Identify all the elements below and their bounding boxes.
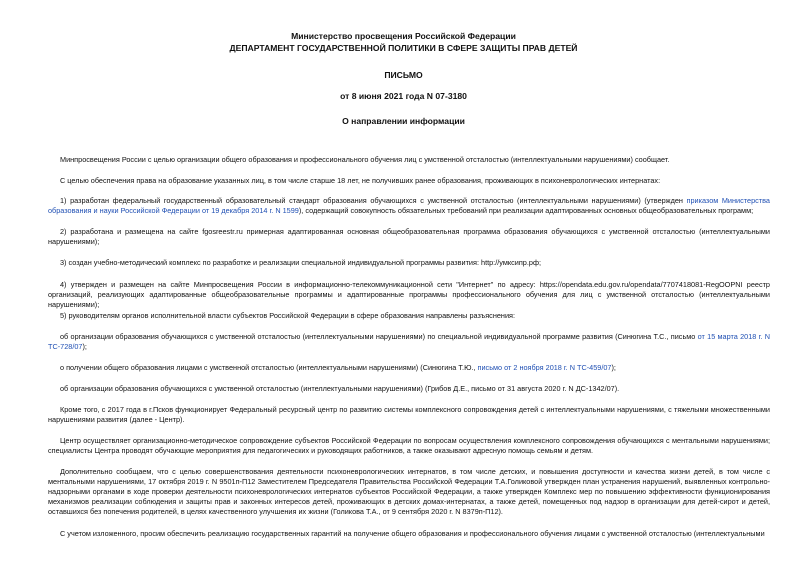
letter-tc-459-link[interactable]: письмо от 2 ноября 2018 г. N ТС-459/07 xyxy=(477,363,612,372)
ministry-name: Министерство просвещения Российской Федерации xyxy=(291,31,516,41)
paragraph-item-4: 4) утвержден и размещен на сайте Минпросвещения России в информационно-телекоммуникационной сети "Интернет" по адресу: https://opendata.edu.gov.ru/opendata/7707418081-RegOOPNI реестр организаций, реализующих адаптированные общеобразовательные программы и адаптированные программы профессионального обучения для лиц с умственной отсталостью (интеллектуальными нарушениями); xyxy=(48,280,770,309)
paragraph-center-activity: Центр осуществляет организационно-методическое сопровождение субъектов Российской Федерации по вопросам осуществления комплексного сопровождения обучающихся с ментальными нарушениями; специалисты Центра проводят обучающие мероприятия для педагогических и руководящих работников, а также оказывают адресную помощь семьям и детям. xyxy=(48,436,770,455)
paragraph-clarification-1 xyxy=(48,332,770,352)
paragraph-additional-info: Дополнительно сообщаем, что с целью совершенствования деятельности психоневрологических интернатов, в том числе детских, и повышения доступности и качества жизни детей, в том числе с ментальными нарушениями, 17 октября 2019 г. N 9501п-П12 Заместителем Председателя Правительства Российской Федерации Т.А.Голиковой утвержден план устранения нарушений, выявленных контрольно-надзорными органами в ходе проверки деятельности психоневрологических интернатов субъектов Российской Федерации, а также утвержден Комплекс мер по повышению эффективности функционирования механизмов реализации соблюдения и защиты прав и законных интересов детей, проживающих в детских домах-интернатах, а также детей, помещенных под надзор в организации для детей-сирот и детей, оставшихся без попечения родителей, в целях качественного улучшения их жизни (Голикова Т.А., от 9 сентября 2020 г. N 8379п-П12). xyxy=(48,467,770,516)
paragraph-item-3: 3) создан учебно-методический комплекс по разработке и реализации специальной индивидуальной программы развития: http://умксипр.рф; xyxy=(60,258,541,267)
order-1599-link[interactable]: приказом Министерства образования и науки Российской Федерации от 19 декабря 2014 г. N 1599 xyxy=(48,196,770,215)
clarification-1-text-end: ); xyxy=(82,342,87,351)
paragraph-purpose: С целью обеспечения права на образование указанных лиц, в том числе старше 18 лет, не получивших ранее образования, проживающих в психоневрологических интернатах: xyxy=(60,176,661,185)
paragraph-request: С учетом изложенного, просим обеспечить реализацию государственных гарантий на получение общего образования и профессионального обучения лицами с умственной отсталостью (интеллектуальными xyxy=(60,529,765,538)
paragraph-item-1 xyxy=(48,196,770,216)
clarification-2-text-end: ); xyxy=(611,363,616,372)
paragraph-item-5: 5) руководителям органов исполнительной власти субъектов Российской Федерации в сфере образования направлены разъяснения: xyxy=(60,311,516,320)
document-date-number: от 8 июня 2021 года N 07-3180 xyxy=(340,91,467,101)
document-subject: О направлении информации xyxy=(342,116,465,126)
item-1-text-end: ), содержащий совокупность обязательных требований при реализации адаптированных основных общеобразовательных программ; xyxy=(298,206,754,215)
item-1-text-start: 1) разработан федеральный государственный образовательный стандарт образования обучающихся с умственной отсталостью (интеллектуальными нарушениями) (утвержден xyxy=(60,196,687,205)
paragraph-clarification-2 xyxy=(48,363,770,373)
letter-tc-728-link[interactable]: от 15 марта 2018 г. N ТС-728/07 xyxy=(48,332,770,351)
clarification-2-text-start: о получении общего образования лицами с умственной отсталостью (интеллектуальными нарушениями) (Синюгина Т.Ю., xyxy=(60,363,478,372)
department-name: ДЕПАРТАМЕНТ ГОСУДАРСТВЕННОЙ ПОЛИТИКИ В СФЕРЕ ЗАЩИТЫ ПРАВ ДЕТЕЙ xyxy=(229,43,578,53)
document-type: ПИСЬМО xyxy=(384,70,423,80)
paragraph-resource-center: Кроме того, с 2017 года в г.Псков функционирует Федеральный ресурсный центр по развитию системы комплексного сопровождения детей с интеллектуальными нарушениями, с тяжелыми множественными нарушениями развития (далее - Центр). xyxy=(48,405,770,424)
paragraph-item-2: 2) разработана и размещена на сайте fgosreestr.ru примерная адаптированная основная общеобразовательная программа образования обучающихся с умственной отсталостью (интеллектуальными нарушениями); xyxy=(48,227,770,246)
paragraph-intro: Минпросвещения России с целью организации общего образования и профессионального обучения лиц с умственной отсталостью (интеллектуальными нарушениями) сообщает. xyxy=(60,155,670,164)
paragraph-clarification-3: об организации образования обучающихся с умственной отсталостью (интеллектуальными нарушениями) (Грибов Д.Е., письмо от 31 августа 2020 г. N ДС-1342/07). xyxy=(60,384,620,393)
clarification-1-text-start: об организации образования обучающихся с умственной отсталостью (интеллектуальными нарушениями) по специальной индивидуальной программе развития (Синюгина Т.С., письмо xyxy=(60,332,698,341)
